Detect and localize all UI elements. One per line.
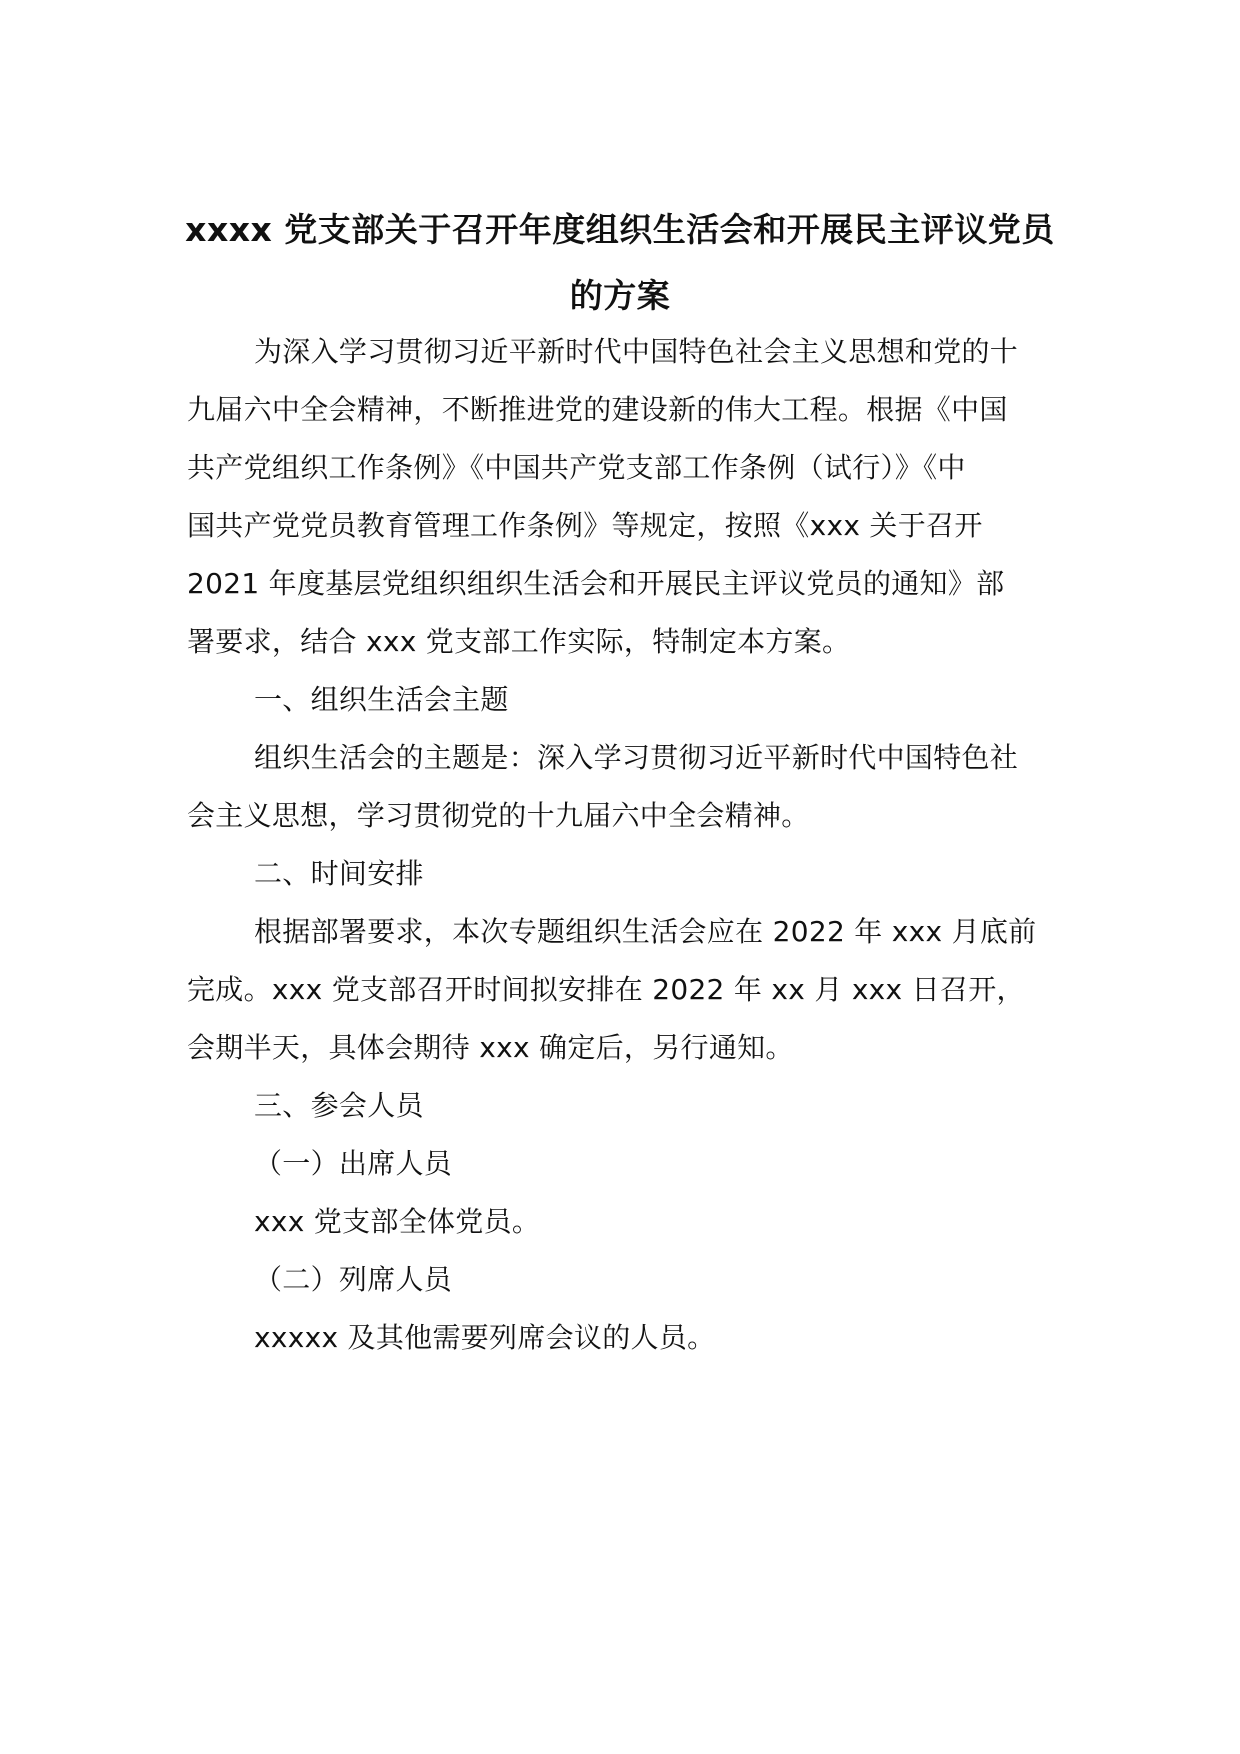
section-1-body-line-2: 会主义思想，学习贯彻党的十九届六中全会精神。 — [187, 799, 810, 832]
section-2-body-line-1: 根据部署要求，本次专题组织生活会应在 2022 年 xxx 月底前 — [254, 915, 1037, 948]
section-2-body-line-2: 完成。xxx 党支部召开时间拟安排在 2022 年 xx 月 xxx 日召开， — [187, 973, 1025, 1006]
intro-line-6: 署要求，结合 xxx 党支部工作实际，特制定本方案。 — [187, 625, 851, 658]
intro-line-4: 国共产党党员教育管理工作条例》等规定，按照《xxx 关于召开 — [187, 509, 983, 542]
intro-line-1: 为深入学习贯彻习近平新时代中国特色社会主义思想和党的十 — [254, 335, 1019, 368]
section-3-sub-2-heading: （二）列席人员 — [254, 1263, 453, 1296]
document-title-line-1: xxxx 党支部关于召开年度组织生活会和开展民主评议党员 — [185, 210, 1055, 249]
section-1-body-line-1: 组织生活会的主题是：深入学习贯彻习近平新时代中国特色社 — [254, 741, 1019, 774]
intro-line-2: 九届六中全会精神，不断推进党的建设新的伟大工程。根据《中国 — [187, 393, 1008, 426]
section-1-heading: 一、组织生活会主题 — [254, 683, 509, 716]
document-title-line-2: 的方案 — [569, 276, 671, 315]
section-3-heading: 三、参会人员 — [254, 1089, 424, 1122]
intro-line-3: 共产党组织工作条例》《中国共产党支部工作条例（试行）》《中 — [187, 451, 966, 484]
section-2-body-line-3: 会期半天，具体会期待 xxx 确定后，另行通知。 — [187, 1031, 794, 1064]
section-3-sub-1-heading: （一）出席人员 — [254, 1147, 453, 1180]
section-3-sub-2-body: xxxxx 及其他需要列席会议的人员。 — [254, 1321, 716, 1354]
section-3-sub-1-body: xxx 党支部全体党员。 — [254, 1205, 541, 1238]
intro-line-5: 2021 年度基层党组织组织生活会和开展民主评议党员的通知》部 — [187, 567, 1005, 600]
section-2-heading: 二、时间安排 — [254, 857, 424, 890]
